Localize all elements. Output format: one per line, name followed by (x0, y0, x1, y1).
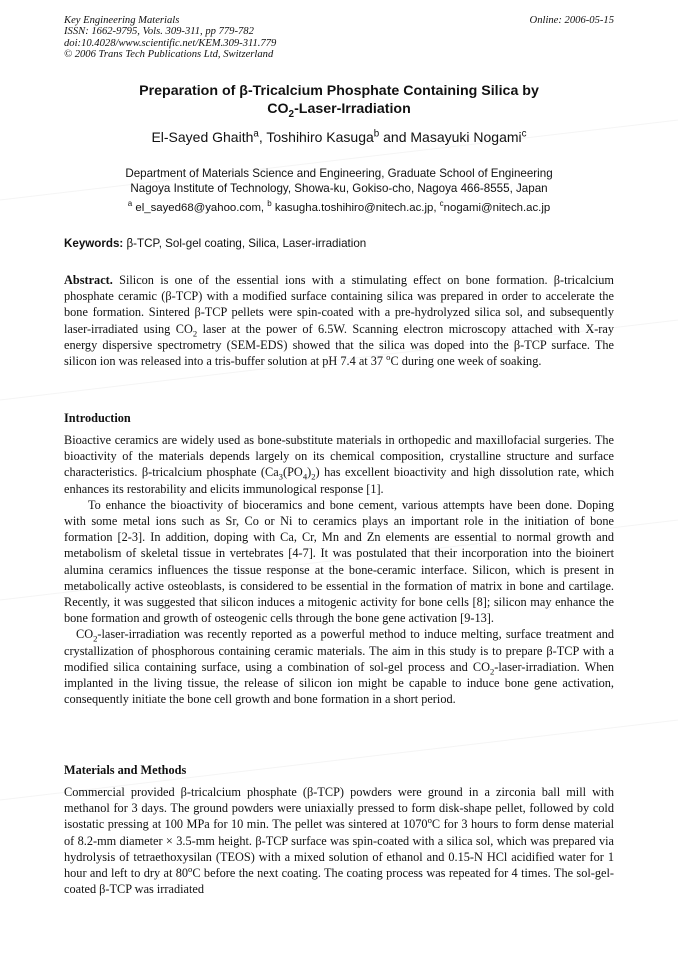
methods-paragraph-1: Commercial provided β-tricalcium phosphate (β-TCP) powders were ground in a zirconia ball mill with methanol for 3 days. The ground powders were uniaxially pressed to form disk-shape pellet, followed by cold isostatic pressing at 100 MPa for 10 min. The pellet was sintered at 1070$^o$C for 3 hours to form dense material of 8.2-mm diameter × 3.5-mm height. β-TCP surface was spin-coated with a silica sol, which was prepared via hydrolysis of tetraethoxysilan (TEOS) with a mixed solution of ethanol and 0.15-N HCl acidified water for 1 hour and left to dry at 80$^o$C before the next coating. The coating process was repeated for 4 times. The sol-gel-coated β-TCP was irradiated (64, 785, 614, 897)
author-list: El-Sayed Ghaith$^a$, Toshihiro Kasuga$^b$ and Masayuki Nogami$^c$ (151, 128, 527, 145)
email-a[interactable]: el_sayed68@yahoo.com, (132, 202, 268, 214)
section-heading-methods: Materials and Methods (64, 763, 187, 777)
keywords (64, 236, 614, 251)
abstract: Abstract. Silicon is one of the essential ions with a stimulating effect on bone formation. β-tricalcium phosphate ceramic (β-TCP) with a modified surface containing silica was prepared in order to accelerate the bone formation. Sintered β-TCP pellets were spin-coated with a pre-hydrolyzed silica sol, and subsequently laser-irradiated using $CO_2$ laser at the power of 6.5W. Scanning electron microscopy attached with X-ray energy dispersive spectrometry (SEM-EDS) showed that the silica was doped into the β-TCP surface. The silicon ion was released into a tris-buffer solution at pH 7.4 at 37 $^o$C during one week of soaking. (64, 273, 614, 369)
journal-doi[interactable]: doi:10.4028/www.scientific.net/KEM.309-311.779 (64, 37, 277, 49)
journal-issn: ISSN: 1662-9795, Vols. 309-311, pp 779-782 (64, 26, 254, 38)
affiliation: Department of Materials Science and Engineering, Graduate School of Engineering Nagoya Institute of Technology, Showa-ku, Gokiso-cho, Nagoya 466-8555, Japan (125, 167, 553, 195)
journal-copyright: © 2006 Trans Tech Publications Ltd, Switzerland (64, 49, 274, 61)
intro-paragraph-1: Bioactive ceramics are widely used as bone-substitute materials in orthopedic and maxillofacial surgeries. The bioactivity of the materials depends largely on its chemical composition, crystalline structure and surface characteristics. β-tricalcium phosphate $(Ca_3(PO_4)_2)$ has excellent bioactivity and high dissolution rate, which enhances its restorability and elicits immunological response [1]. (64, 433, 615, 496)
author-emails: $^a$ el_sayed68@yahoo.com, $^b$ kasugha.toshihiro@nitech.ac.jp, $^c$nogami@nitech.ac.jp (127, 199, 551, 214)
intro-paragraph-3: $CO_2-laser$-irradiation was recently reported as a powerful method to induce melting, surface treatment and crystallization of phosphorous containing ceramic materials. The aim in this study is to prepare β-TCP with a modified silica containing surface, using a combination of sol-gel process and $CO_2-laser$-irradiation. When implanted in the living tissue, the release of silicon ion might be capable to induce bone gene activation, consequently initiate the bone cell growth and bone formation in a short period. (64, 627, 614, 707)
keywords-text: β-TCP, Sol-gel coating, Silica, Laser-irradiation (123, 237, 367, 250)
intro-paragraph-2: To enhance the bioactivity of bioceramics and bone cement, various attempts have been done. Doping with some metal ions such as Sr, Co or Ni to ceramics plays an important role in the initiation of bone formation [2-3]. In addition, doping with Ca, Cr, Mn and Zn elements are essential to normal growth and metabolism of skeletal tissue in vertebrates [4-7]. It was postulated that their incorporation into the bioinert alumina ceramics influences the tissue response at the bone-ceramic interface. Silicon, which is present in metabolically active osteoblasts, is considered to be essential in the formation of matrix in bone and cartilage. Recently, it was suggested that silicon induces a mitogenic activity for bone cells [8]; silicon may enhance the bone formation and growth of osteogenic cells through the bone gene activation [9-13]. (64, 497, 614, 626)
title-line-2: $CO_2-Laser$-Irradiation (267, 100, 411, 120)
journal-name: Key Engineering Materials (64, 15, 180, 26)
email-c[interactable]: nogami@nitech.ac.jp (443, 202, 551, 214)
journal-header (64, 15, 276, 61)
paper-title (64, 83, 614, 118)
email-b[interactable]: kasugha.toshihiro@nitech.ac.jp, (271, 202, 440, 214)
online-date: Online: 2006-05-15 (529, 15, 614, 26)
abstract-label: Abstract. (64, 273, 113, 287)
author-2: Toshihiro Kasuga (266, 129, 374, 145)
title-line-1: Preparation of β-Tricalcium Phosphate Containing Silica by (139, 83, 539, 99)
introduction-body (64, 432, 614, 707)
keywords-label: Keywords: (64, 237, 124, 250)
section-heading-introduction: Introduction (64, 411, 131, 425)
author-1: El-Sayed Ghaith (151, 129, 254, 145)
methods-body (64, 784, 614, 897)
author-3: Masayuki Nogami (410, 129, 522, 145)
